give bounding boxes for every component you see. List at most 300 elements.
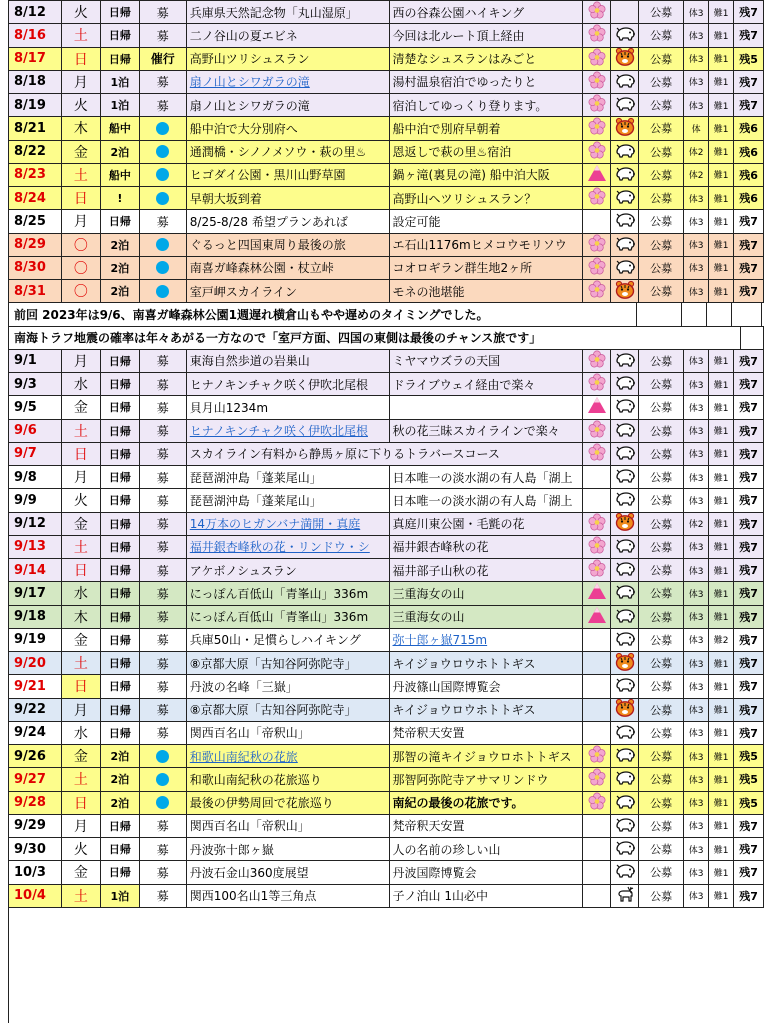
stay-type-cell [101, 629, 140, 651]
difficulty-cell [709, 582, 734, 604]
recruit-cell [639, 652, 684, 674]
remaining-seats-text: 残7 [739, 633, 758, 647]
table-row [9, 420, 764, 443]
recruit-cell [639, 164, 684, 186]
difficulty-text: 難1 [713, 171, 729, 182]
stay-type-cell [101, 210, 140, 232]
recruit-cell [639, 489, 684, 511]
difficulty-text: 難1 [713, 264, 729, 275]
status-cell [140, 210, 187, 232]
stay-type-text: 2泊 [110, 145, 130, 159]
remaining-seats-cell [734, 257, 764, 279]
remaining-seats-cell [734, 48, 764, 70]
date-cell [9, 582, 62, 604]
stay-type-text: 船中 [108, 122, 131, 136]
flower-mountain-icon-cell [583, 350, 611, 372]
flower-icon [588, 71, 606, 93]
note-text: 日本唯一の淡水湖の有人島「湖上 [392, 493, 573, 508]
flower-mountain-icon-cell [583, 629, 611, 651]
weekday-text: 火 [73, 493, 88, 510]
date-cell [9, 489, 62, 511]
weekday-cell [62, 373, 101, 395]
date-text: 8/25 [14, 213, 46, 229]
table-row [9, 629, 764, 652]
note-cell [390, 280, 584, 302]
recruit-text: 公募 [650, 401, 673, 415]
deer-icon [614, 885, 636, 907]
remaining-seats-text: 残7 [739, 517, 758, 531]
recruit-text: 公募 [650, 843, 673, 857]
animal-icon-cell [611, 257, 639, 279]
stamina-cell [684, 582, 709, 604]
note-text: 湯村温泉宿泊でゆったりと [392, 75, 537, 90]
stamina-cell [684, 117, 709, 139]
status-cell [140, 536, 187, 558]
remaining-seats-cell [734, 443, 764, 465]
title-cell [187, 652, 390, 674]
note-cell [390, 141, 584, 163]
note-cell [390, 373, 584, 395]
date-cell [9, 815, 62, 837]
weekday-text: 水 [73, 377, 88, 394]
status-cell [140, 117, 187, 139]
stay-type-text: 日帰 [108, 471, 131, 485]
stamina-cell [684, 280, 709, 302]
boar-icon [614, 769, 636, 789]
title-text: ⑧京都大原「古知谷阿弥陀寺」 [189, 703, 357, 718]
animal-icon-cell [611, 536, 639, 558]
note-cell [390, 768, 584, 790]
weekday-cell [62, 606, 101, 628]
table-row [9, 117, 764, 140]
title-text: にっぽん百低山「青峯山」336m [189, 586, 369, 601]
stay-type-cell [101, 164, 140, 186]
weekday-cell [62, 815, 101, 837]
note-text: 南紀の最後の花旅です。 [392, 796, 524, 811]
stay-type-text: 日帰 [108, 680, 131, 694]
note-text: 子ノ泊山 1山必中 [392, 889, 488, 904]
animal-icon-cell [611, 745, 639, 767]
stay-type-text: 1泊 [110, 75, 130, 89]
animal-icon-cell [611, 420, 639, 442]
difficulty-cell [709, 420, 734, 442]
note-text: コオロギラン群生地2ヶ所 [392, 261, 533, 276]
stay-type-cell [101, 792, 140, 814]
recruit-text: 公募 [650, 703, 673, 717]
stamina-text: 体3 [688, 589, 704, 600]
difficulty-text: 難1 [713, 241, 729, 252]
difficulty-cell [709, 768, 734, 790]
status-text: 募 [156, 819, 169, 834]
remaining-seats-text: 残6 [739, 192, 758, 206]
stamina-cell [684, 48, 709, 70]
title-text: アケボノシュスラン [189, 563, 297, 578]
weekday-cell [62, 536, 101, 558]
remaining-seats-text: 残7 [739, 238, 758, 252]
title-text: 東海自然歩道の岩巣山 [189, 354, 310, 369]
note-text: 那智の滝キイジョウロホトトギス [392, 749, 572, 764]
stamina-cell [684, 234, 709, 256]
notice-row-previous [9, 303, 764, 326]
weekday-cell [62, 141, 101, 163]
recruit-text: 公募 [650, 773, 673, 787]
status-cell [140, 94, 187, 116]
note-cell [390, 1, 584, 23]
flower-mountain-icon-cell [583, 141, 611, 163]
flower-mountain-icon-cell [583, 722, 611, 744]
remaining-seats-cell [734, 373, 764, 395]
difficulty-text: 難1 [713, 217, 729, 228]
title-text: 兵庫50山・足慣らしハイキング [189, 633, 361, 648]
date-text: 9/22 [14, 702, 46, 718]
weekday-text: 〇 [73, 260, 88, 277]
note-cell [390, 350, 584, 372]
recruit-cell [639, 745, 684, 767]
note-cell [390, 489, 584, 511]
table-row [9, 234, 764, 257]
remaining-seats-text: 残7 [739, 540, 758, 554]
flower-icon [588, 792, 606, 814]
note-text: 真庭川東公園・毛氈の花 [392, 517, 525, 532]
title-text: 丹波弥十郎ヶ嶽 [189, 842, 274, 857]
flower-mountain-icon-cell [583, 187, 611, 209]
stay-type-cell [101, 24, 140, 46]
date-cell [9, 699, 62, 721]
status-text: 募 [156, 726, 169, 741]
dot-icon [156, 168, 169, 181]
stay-type-cell [101, 885, 140, 907]
remaining-seats-cell [734, 629, 764, 651]
title-text: 兵庫県天然記念物「丸山湿原」 [189, 5, 358, 20]
flower-icon [588, 745, 606, 767]
table-row [9, 768, 764, 791]
date-cell [9, 722, 62, 744]
boar-icon [614, 839, 636, 859]
remaining-seats-text: 残7 [739, 657, 758, 671]
flower-mountain-icon-cell [583, 815, 611, 837]
flower-mountain-icon-cell [583, 838, 611, 860]
status-cell [140, 792, 187, 814]
title-text: 早朝大坂到着 [189, 191, 262, 206]
mountain-icon [587, 396, 607, 418]
weekday-cell [62, 94, 101, 116]
stamina-cell [684, 675, 709, 697]
animal-icon-cell [611, 885, 639, 907]
status-cell [140, 257, 187, 279]
stay-type-text: 日帰 [108, 29, 131, 43]
note-text: 梵帝釈天安置 [392, 819, 465, 834]
boar-icon [614, 211, 636, 231]
date-text: 8/21 [14, 120, 46, 136]
stay-type-cell [101, 861, 140, 883]
stamina-text: 体3 [688, 450, 704, 461]
boar-icon [614, 72, 636, 92]
note-text: 丹波国際博覧会 [392, 865, 477, 880]
stay-type-cell [101, 94, 140, 116]
schedule-rows-august [9, 1, 764, 303]
difficulty-cell [709, 536, 734, 558]
flower-mountain-icon-cell [583, 792, 611, 814]
status-text: 募 [156, 354, 169, 369]
title-cell [187, 722, 390, 744]
animal-icon-cell [611, 1, 639, 23]
title-text: 和歌山南紀秋の花旅巡り [189, 772, 322, 787]
stamina-text: 体3 [688, 78, 704, 89]
title-cell [187, 559, 390, 581]
difficulty-cell [709, 373, 734, 395]
note-text: 三重海女の山 [392, 610, 465, 625]
weekday-cell [62, 280, 101, 302]
difficulty-cell [709, 280, 734, 302]
recruit-cell [639, 675, 684, 697]
note-cell [390, 745, 584, 767]
note-cell [390, 885, 584, 907]
difficulty-cell [709, 443, 734, 465]
recruit-text: 公募 [650, 99, 673, 113]
weekday-text: 火 [73, 98, 88, 115]
table-row [9, 210, 764, 233]
difficulty-cell [709, 675, 734, 697]
note-text: 高野山ヘツリシュスラン？ [392, 191, 537, 206]
weekday-cell [62, 396, 101, 418]
remaining-seats-text: 残7 [739, 354, 758, 368]
recruit-text: 公募 [650, 587, 673, 601]
tour-link[interactable]: 扇ノ山とシワガラの滝 [189, 75, 310, 90]
status-text: 募 [156, 377, 169, 392]
remaining-seats-text: 残5 [739, 750, 758, 764]
difficulty-text: 難1 [713, 78, 729, 89]
stamina-text: 体3 [688, 729, 704, 740]
remaining-seats-cell [734, 1, 764, 23]
weekday-text: 日 [73, 446, 88, 463]
remaining-seats-cell [734, 489, 764, 511]
remaining-seats-cell [734, 536, 764, 558]
stamina-text: 体3 [688, 101, 704, 112]
date-cell [9, 838, 62, 860]
flower-mountain-icon-cell [583, 768, 611, 790]
animal-icon-cell [611, 559, 639, 581]
stamina-cell [684, 745, 709, 767]
title-cell [187, 280, 390, 302]
date-cell [9, 466, 62, 488]
flower-icon [588, 536, 606, 558]
date-text: 10/4 [14, 888, 46, 904]
stamina-text: 体3 [688, 636, 704, 647]
title-cell [187, 536, 390, 558]
stay-type-cell [101, 466, 140, 488]
date-text: 9/12 [14, 516, 46, 532]
table-row [9, 861, 764, 884]
title-text: ヒゴダイ公園・黒川山野草園 [189, 168, 346, 183]
difficulty-text: 難1 [713, 868, 729, 879]
status-cell [140, 141, 187, 163]
flower-mountain-icon-cell [583, 466, 611, 488]
boar-icon [614, 397, 636, 417]
remaining-seats-text: 残7 [739, 703, 758, 717]
status-text: 募 [156, 563, 169, 578]
weekday-cell [62, 466, 101, 488]
dot-icon [156, 750, 169, 763]
flower-icon [588, 350, 606, 372]
date-text: 8/22 [14, 144, 46, 160]
date-cell [9, 675, 62, 697]
title-cell [187, 187, 390, 209]
dot-icon [156, 145, 169, 158]
animal-icon-cell [611, 513, 639, 535]
status-text: 募 [156, 586, 169, 601]
remaining-seats-cell [734, 722, 764, 744]
date-cell [9, 373, 62, 395]
date-text: 9/18 [14, 609, 46, 625]
remaining-seats-cell [734, 838, 764, 860]
date-cell [9, 745, 62, 767]
date-text: 9/7 [14, 446, 37, 462]
difficulty-text: 難1 [713, 357, 729, 368]
schedule-rows-september [9, 350, 764, 908]
table-row [9, 164, 764, 187]
remaining-seats-text: 残7 [739, 819, 758, 833]
animal-icon-cell [611, 699, 639, 721]
stamina-cell [684, 699, 709, 721]
flower-mountain-icon-cell [583, 117, 611, 139]
stamina-cell [684, 606, 709, 628]
date-cell [9, 1, 62, 23]
status-cell [140, 280, 187, 302]
stamina-cell [684, 722, 709, 744]
difficulty-cell [709, 164, 734, 186]
stay-type-text: 日帰 [108, 866, 131, 880]
flower-mountain-icon-cell [583, 48, 611, 70]
recruit-cell [639, 210, 684, 232]
flower-mountain-icon-cell [583, 699, 611, 721]
note-cell [390, 396, 584, 418]
tiger-icon [615, 48, 635, 70]
status-cell [140, 559, 187, 581]
status-cell [140, 629, 187, 651]
title-text: 関西百名山「帝釈山」 [189, 819, 310, 834]
flower-icon [588, 1, 606, 23]
title-cell [187, 443, 583, 465]
table-row [9, 257, 764, 280]
date-cell [9, 24, 62, 46]
boar-icon [614, 793, 636, 813]
recruit-text: 公募 [650, 471, 673, 485]
weekday-text: 月 [73, 214, 88, 231]
flower-icon [588, 94, 606, 116]
remaining-seats-text: 残5 [739, 773, 758, 787]
difficulty-text: 難1 [713, 613, 729, 624]
flower-mountain-icon-cell [583, 745, 611, 767]
date-text: 8/12 [14, 4, 46, 20]
note-cell [390, 838, 584, 860]
table-row [9, 815, 764, 838]
weekday-text: 土 [73, 656, 88, 673]
stamina-text: 体3 [688, 543, 704, 554]
date-cell [9, 234, 62, 256]
difficulty-text: 難1 [713, 659, 729, 670]
tour-link[interactable]: 14万本のヒガンバナ満開・真庭 [189, 517, 361, 532]
difficulty-text: 難1 [713, 8, 729, 19]
weekday-text: 土 [73, 539, 88, 556]
animal-icon-cell [611, 71, 639, 93]
title-cell [187, 94, 390, 116]
remaining-seats-cell [734, 861, 764, 883]
recruit-text: 公募 [650, 494, 673, 508]
status-text: 募 [156, 610, 169, 625]
remaining-seats-cell [734, 234, 764, 256]
recruit-cell [639, 420, 684, 442]
status-text: 募 [156, 493, 169, 508]
remaining-seats-cell [734, 280, 764, 302]
stamina-text: 体3 [688, 706, 704, 717]
remaining-seats-cell [734, 210, 764, 232]
weekday-text: 水 [73, 725, 88, 742]
flower-mountain-icon-cell [583, 164, 611, 186]
note-cell [390, 71, 584, 93]
stamina-text: 体3 [688, 799, 704, 810]
table-row [9, 838, 764, 861]
status-cell [140, 838, 187, 860]
recruit-text: 公募 [650, 354, 673, 368]
status-cell [140, 373, 187, 395]
note-cell [390, 48, 584, 70]
difficulty-cell [709, 745, 734, 767]
date-text: 8/17 [14, 51, 46, 67]
weekday-cell [62, 420, 101, 442]
weekday-text: 木 [73, 609, 88, 626]
difficulty-text: 難1 [713, 194, 729, 205]
boar-icon [614, 142, 636, 162]
status-cell [140, 489, 187, 511]
status-cell [140, 861, 187, 883]
note-text: キイジョウロウホトトギス [392, 703, 536, 718]
flower-mountain-icon-cell [583, 280, 611, 302]
table-row [9, 350, 764, 373]
recruit-cell [639, 94, 684, 116]
status-cell [140, 187, 187, 209]
animal-icon-cell [611, 94, 639, 116]
status-cell [140, 722, 187, 744]
status-text: 募 [156, 28, 169, 43]
weekday-text: 金 [73, 516, 88, 533]
recruit-text: 公募 [650, 819, 673, 833]
flower-icon [588, 513, 606, 535]
title-cell [187, 420, 390, 442]
weekday-text: 火 [73, 842, 88, 859]
tour-link[interactable]: 和歌山南紀秋の花旅 [189, 749, 298, 764]
stay-type-text: 日帰 [108, 657, 131, 671]
animal-icon-cell [611, 768, 639, 790]
recruit-text: 公募 [650, 633, 673, 647]
recruit-text: 公募 [650, 168, 673, 182]
flower-mountain-icon-cell [583, 513, 611, 535]
title-cell [187, 768, 390, 790]
notice-row-earthquake [9, 327, 764, 350]
status-text: 募 [156, 865, 169, 880]
tour-link[interactable]: 弥十郎ヶ嶽715m [392, 633, 488, 648]
tiger-icon [615, 513, 635, 535]
stay-type-cell [101, 420, 140, 442]
title-cell [187, 745, 390, 767]
tour-link[interactable]: 福井銀杏峰秋の花・リンドウ・シ [189, 540, 370, 555]
tour-link[interactable]: ヒナノキンチャク咲く伊吹北尾根 [189, 424, 368, 439]
title-text: 丹波石金山360度展望 [189, 865, 309, 880]
difficulty-cell [709, 71, 734, 93]
weekday-text: 月 [73, 353, 88, 370]
notice-text: 南海トラフ地震の確率は年々あがる一方なので「室戸方面、四国の東側は最後のチャンス旅です」 [9, 327, 741, 349]
status-text: 募 [156, 703, 169, 718]
stamina-cell [684, 652, 709, 674]
